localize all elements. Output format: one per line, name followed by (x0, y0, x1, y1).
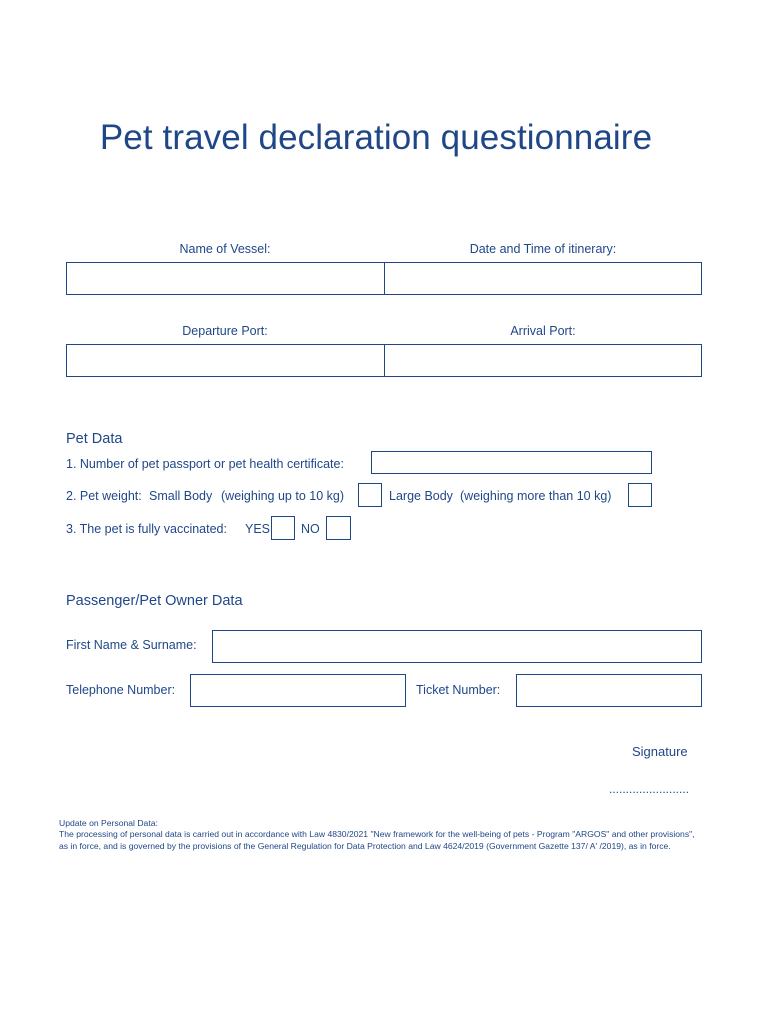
passport-number-label: 1. Number of pet passport or pet health certificate: (66, 457, 344, 471)
full-name-field[interactable] (212, 630, 702, 663)
vessel-label: Name of Vessel: (179, 242, 271, 256)
departure-port-field[interactable] (66, 344, 385, 377)
small-body-desc: (weighing up to 10 kg) (221, 489, 344, 503)
page-title: Pet travel declaration questionnaire (99, 118, 653, 157)
large-body-label: Large Body (389, 489, 453, 503)
large-body-desc: (weighing more than 10 kg) (460, 489, 612, 503)
small-body-label: Small Body (149, 489, 213, 503)
ticket-number-field[interactable] (516, 674, 702, 707)
arrival-port-field[interactable] (384, 344, 702, 377)
yes-label: YES (245, 522, 271, 536)
pet-data-heading: Pet Data (66, 431, 123, 447)
vaccinated-yes-checkbox[interactable] (271, 516, 295, 540)
telephone-label: Telephone Number: (66, 683, 176, 697)
datetime-field[interactable] (384, 262, 702, 295)
passport-number-field[interactable] (371, 451, 652, 474)
small-body-checkbox[interactable] (358, 483, 382, 507)
footer-heading: Update on Personal Data: (59, 818, 158, 828)
pet-weight-label: 2. Pet weight: (66, 489, 142, 503)
departure-label: Departure Port: (182, 324, 268, 338)
vaccinated-label: 3. The pet is fully vaccinated: (66, 522, 227, 536)
no-label: NO (301, 522, 320, 536)
vessel-name-field[interactable] (66, 262, 385, 295)
ticket-label: Ticket Number: (416, 683, 501, 697)
arrival-label: Arrival Port: (510, 324, 576, 338)
telephone-field[interactable] (190, 674, 406, 707)
full-name-label: First Name & Surname: (66, 638, 197, 652)
vaccinated-no-checkbox[interactable] (326, 516, 351, 540)
footer-text: The processing of personal data is carried out in accordance with Law 4830/2021 "New framework for the well-being of pets - Program "ARGOS" and other provisions", as in force, and is governed by the provisions of the General Regulation for Data Protection and Law 4624/2019 (Government Gazette 137/ A' /2019), as in force. (59, 829, 695, 851)
owner-data-heading: Passenger/Pet Owner Data (66, 593, 243, 609)
signature-line[interactable]: ........................ (609, 782, 690, 796)
signature-label: Signature (632, 744, 688, 759)
datetime-label: Date and Time of itinerary: (469, 242, 617, 256)
large-body-checkbox[interactable] (628, 483, 652, 507)
